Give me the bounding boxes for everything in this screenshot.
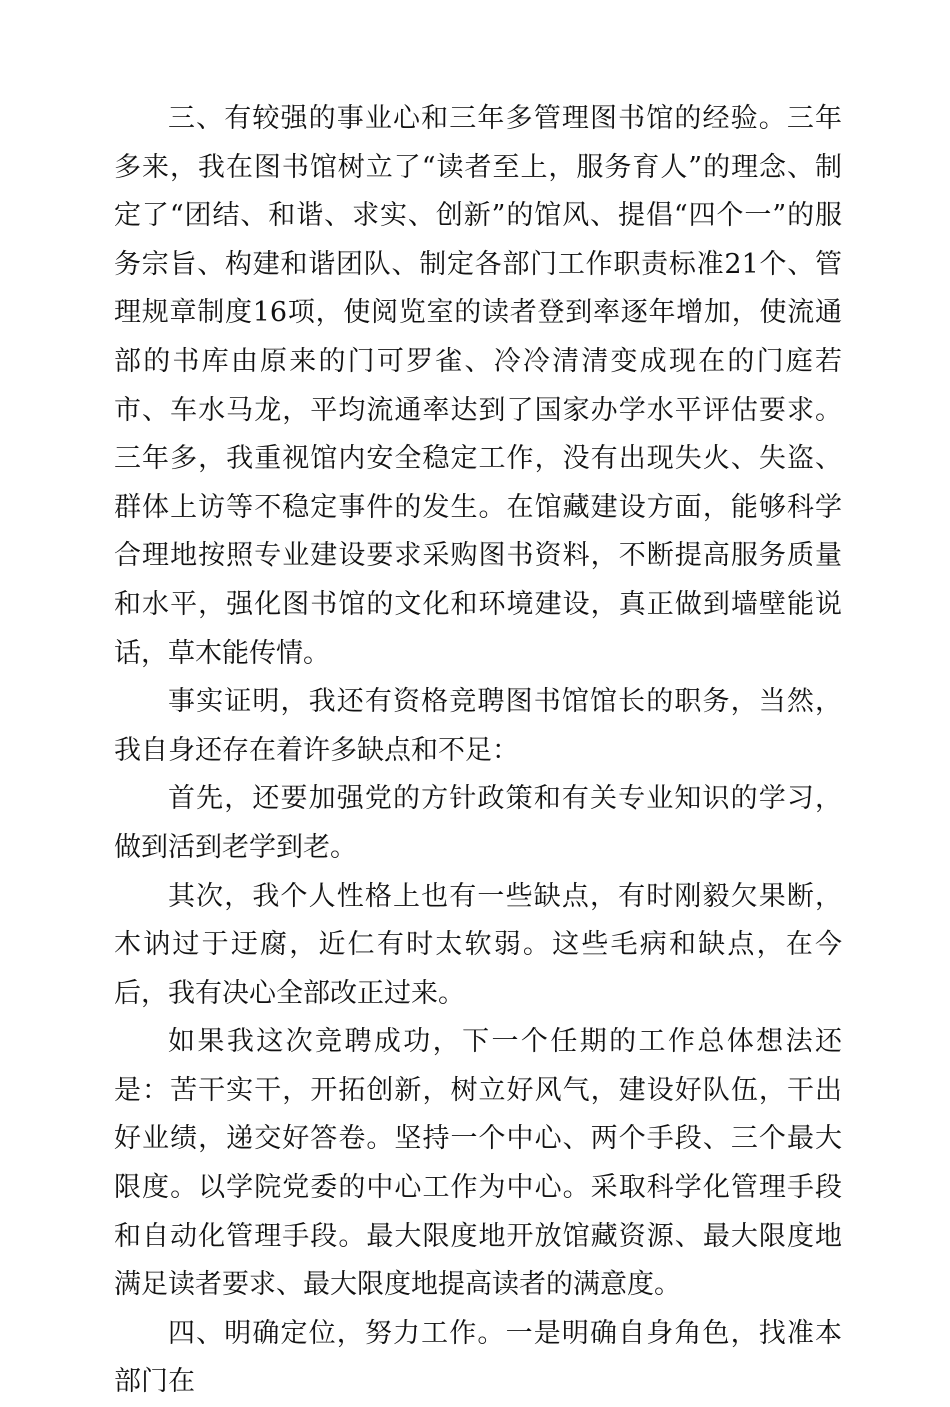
paragraph-work-plan: 如果我这次竞聘成功，下一个任期的工作总体想法还是：苦干实干，开拓创新，树立好风气，建设好队伍，干出好业绩，递交好答卷。坚持一个中心、两个手段、三个最大限度。以学院党委的中心工作为中心。采取科学化管理手段和自动化管理手段。最大限度地开放馆藏资源、最大限度地满足读者要求、最大限度地提高读者的满意度。 xyxy=(114,1026,842,1301)
paragraph-first-shortcoming: 首先，还要加强党的方针政策和有关专业知识的学习，做到活到老学到老。 xyxy=(114,783,842,863)
document-body xyxy=(114,95,842,1407)
paragraph-qualification: 事实证明，我还有资格竞聘图书馆馆长的职务，当然，我自身还存在着许多缺点和不足： xyxy=(114,686,842,766)
paragraph-experience: 三、有较强的事业心和三年多管理图书馆的经验。三年多来，我在图书馆树立了“读者至上，服务育人”的理念、制定了“团结、和谐、求实、创新”的馆风、提倡“四个一”的服务宗旨、构建和谐团队、制定各部门工作职责标准21个、管理规章制度16项，使阅览室的读者登到率逐年增加，使流通部的书库由原来的门可罗雀、冷冷清清变成现在的门庭若市、车水马龙，平均流通率达到了国家办学水平评估要求。三年多，我重视馆内安全稳定工作，没有出现失火、失盗、群体上访等不稳定事件的发生。在馆藏建设方面，能够科学合理地按照专业建设要求采购图书资料，不断提高服务质量和水平，强化图书馆的文化和环境建设，真正做到墙壁能说话，草木能传情。 xyxy=(114,103,842,669)
paragraph-second-shortcoming: 其次，我个人性格上也有一些缺点，有时刚毅欠果断，木讷过于迂腐，近仁有时太软弱。这些毛病和缺点，在今后，我有决心全部改正过来。 xyxy=(114,880,842,1009)
paragraph-positioning: 四、明确定位，努力工作。一是明确自身角色，找准本部门在 xyxy=(114,1317,842,1398)
